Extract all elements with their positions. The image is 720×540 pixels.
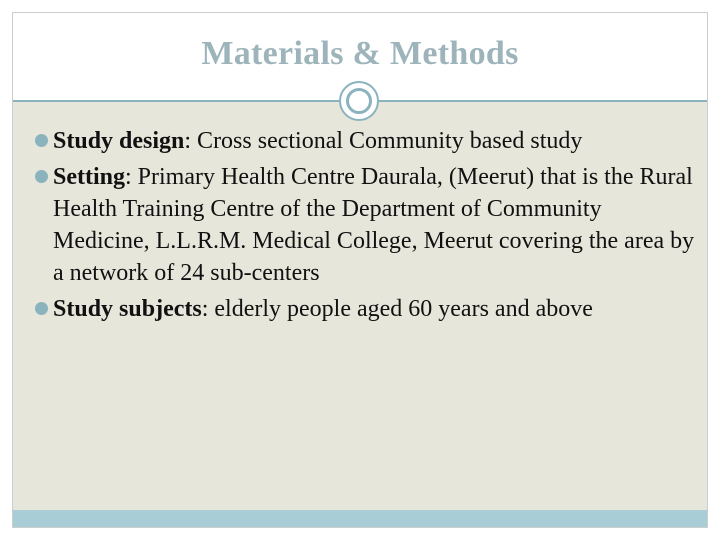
slide-title: Materials & Methods [201,35,519,72]
bullet-dot-icon [35,170,48,183]
slide-content [35,125,695,329]
bullet-item-study-design [35,125,695,157]
ring-icon [339,81,379,121]
bullet-item-study-subjects [35,293,695,325]
bullet-item-setting [35,161,695,289]
bullet-text: : Primary Health Centre Daurala, (Meerut) that is the Rural Health Training Centre of the Department of Community Medicine, L.L.R.M. Medical College, Meerut covering the area by a network of 24 sub-centers [53,164,695,286]
bullet-dot-icon [35,134,48,147]
footer-bar [13,510,707,527]
bullet-lead: Study design [53,128,185,154]
bullet-lead: Study subjects [53,296,202,322]
bullet-text: : elderly people aged 60 years and above [201,296,593,322]
bullet-lead: Setting [53,164,125,190]
bullet-text: : Cross sectional Community based study [184,128,583,154]
ring-inner [346,88,372,114]
slide-frame [12,12,708,528]
bullet-dot-icon [35,302,48,315]
